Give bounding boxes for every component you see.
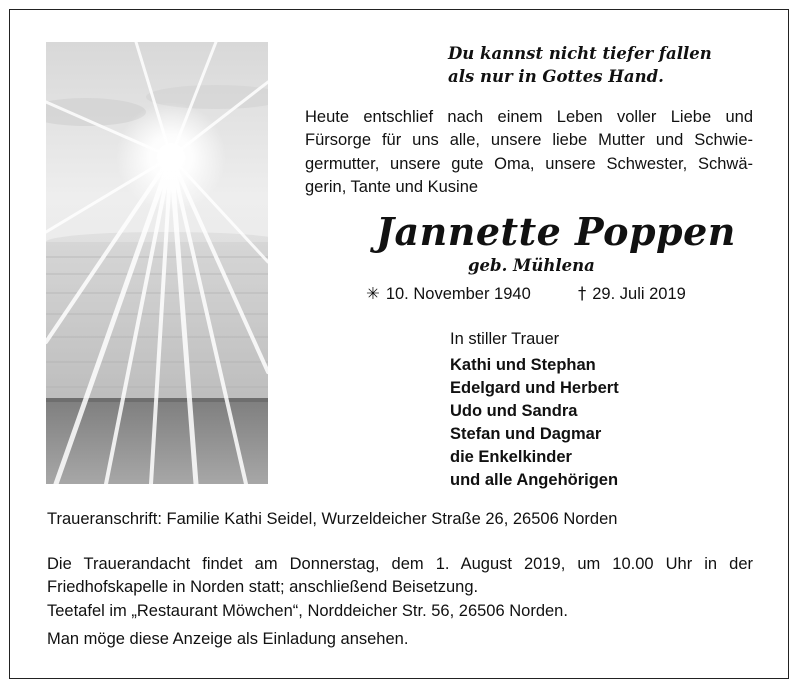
mourner-name: Kathi und Stephan: [450, 356, 596, 374]
cross-icon: †: [578, 284, 587, 303]
mourner-name: die Enkelkinder: [450, 448, 572, 466]
intro-line: gerin, Tante und Kusine: [305, 177, 479, 196]
service-line: Friedhofskapelle in Norden statt; anschließend Beisetzung.: [47, 578, 479, 597]
tea-info: Teetafel im „Restaurant Möwchen“, Norddeicher Str. 56, 26506 Norden.: [47, 602, 568, 620]
death-date: [578, 283, 686, 305]
birth-star-icon: ✳: [366, 284, 380, 303]
mourner-name: Edelgard und Herbert: [450, 379, 619, 397]
mourning-address: Traueranschrift: Familie Kathi Seidel, Wurzeldeicher Straße 26, 26506 Norden: [47, 510, 618, 528]
service-info: [47, 553, 753, 600]
motto-line: als nur in Gottes Hand.: [448, 67, 664, 86]
birth-date: [366, 283, 531, 305]
mourner-name: Udo und Sandra: [450, 402, 578, 420]
sun-over-sea-image: [46, 42, 268, 484]
birth-date-text: 10. November 1940: [385, 285, 531, 303]
intro-line: Fürsorge für uns alle, unsere liebe Mutter und Schwie-: [305, 131, 753, 150]
mourner-list: [450, 354, 619, 492]
service-line: Die Trauerandacht findet am Donnerstag, dem 1. August 2019, um 10.00 Uhr in der: [47, 555, 753, 573]
death-date-text: 29. Juli 2019: [592, 285, 686, 303]
intro-line: germutter, unsere gute Oma, unsere Schwester, Schwä-: [305, 154, 753, 173]
intro-line: Heute entschlief nach einem Leben voller Liebe und: [305, 108, 753, 126]
mourning-heading: In stiller Trauer: [450, 330, 560, 348]
motto: [448, 42, 712, 88]
mourner-name: und alle Angehörigen: [450, 471, 619, 489]
invitation-note: Man möge diese Anzeige als Einladung ansehen.: [47, 630, 409, 648]
deceased-name: Jannette Poppen: [376, 209, 736, 254]
maiden-name: geb. Mühlena: [468, 256, 595, 275]
intro-text: [305, 106, 753, 199]
mourner-name: Stefan und Dagmar: [450, 425, 602, 443]
motto-line: Du kannst nicht tiefer fallen: [448, 44, 712, 63]
